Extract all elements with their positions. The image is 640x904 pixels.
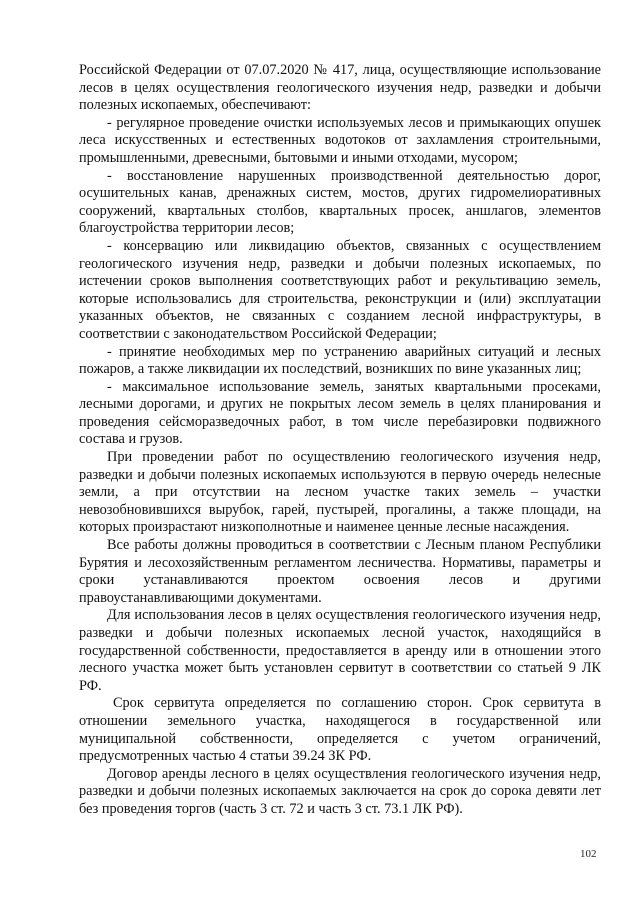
list-item-emergency: - принятие необходимых мер по устранению аварийных ситуаций и лесных пожаров, а также ликвидации их последствий, возникших по вине указанных лиц; <box>79 343 601 378</box>
paragraph-intro: Российской Федерации от 07.07.2020 № 417, лица, осуществляющие использование лесов в целях осуществления геологического изучения недр, разведки и добычи полезных ископаемых, обеспечивают: <box>79 62 601 114</box>
list-item-cleaning: - регулярное проведение очистки используемых лесов и примыкающих опушек леса искусственных и естественных водотоков от захламления строительными, промышленными, древесными, бытовыми и иными отходами, мусором; <box>79 114 601 166</box>
list-item-conservation: - консервацию или ликвидацию объектов, связанных с осуществлением геологического изучения недр, разведки и добычи полезных ископаемых, по истечении сроков выполнения соответствующих работ и рекультивацию земель, которые использовались для строительства, реконструкции и (или) эксплуатации указанных объектов, не связанных с созданием лесной инфраструктуры, в соответствии с законодательством Российской Федерации; <box>79 237 601 342</box>
paragraph-lease-term: Договор аренды лесного в целях осуществления геологического изучения недр, разведки и добычи полезных ископаемых заключается на срок до сорока девяти лет без проведения торгов (часть 3 ст. 72 и часть 3 ст. 73.1 ЛК РФ). <box>79 765 601 817</box>
paragraph-servitude-term: Срок сервитута определяется по соглашению сторон. Срок сервитута в отношении земельного участка, находящегося в государственной или муниципальной собственности, определяется с учетом ограничений, предусмотренных частью 4 статьи 39.24 ЗК РФ. <box>79 695 601 765</box>
paragraph-forest-plan: Все работы должны проводиться в соответствии с Лесным планом Республики Бурятия и лесохозяйственным регламентом лесничества. Нормативы, параметры и сроки устанавливаются проектом освоения лесов и другими правоустанавливающими документами. <box>79 537 601 606</box>
paragraph-lease-servitude: Для использования лесов в целях осуществления геологического изучения недр, разведки и добычи полезных ископаемых лесной участок, находящийся в государственной собственности, предоставляется в аренду или в отношении этого лесного участка может быть установлен сервитут в соответствии со статьей 9 ЛК РФ. <box>79 607 601 694</box>
list-item-restoration: - восстановление нарушенных производственной деятельностью дорог, осушительных канав, дренажных систем, мостов, других гидромелиоративных сооружений, квартальных столбов, квартальных просек, аншлагов, элементов благоустройства территории лесов; <box>79 167 601 237</box>
paragraph-priority-lands: При проведении работ по осуществлению геологического изучения недр, разведки и добычи полезных ископаемых используются в первую очередь нелесные земли, а при отсутствии на лесном участке таких земель – участки невозобновившихся вырубок, гарей, пустырей, прогалины, а также площади, на которых произрастают низкополнотные и наименее ценные лесные насаждения. <box>79 449 601 536</box>
list-item-land-use: - максимальное использование земель, занятых квартальными просеками, лесными дорогами, и других не покрытых лесом земель в целях планирования и проведения сейсморазведочных работ, в том числе перебазировки подвижного состава и грузов. <box>79 378 601 448</box>
page-number: 102 <box>580 848 597 860</box>
document-body <box>79 62 601 819</box>
